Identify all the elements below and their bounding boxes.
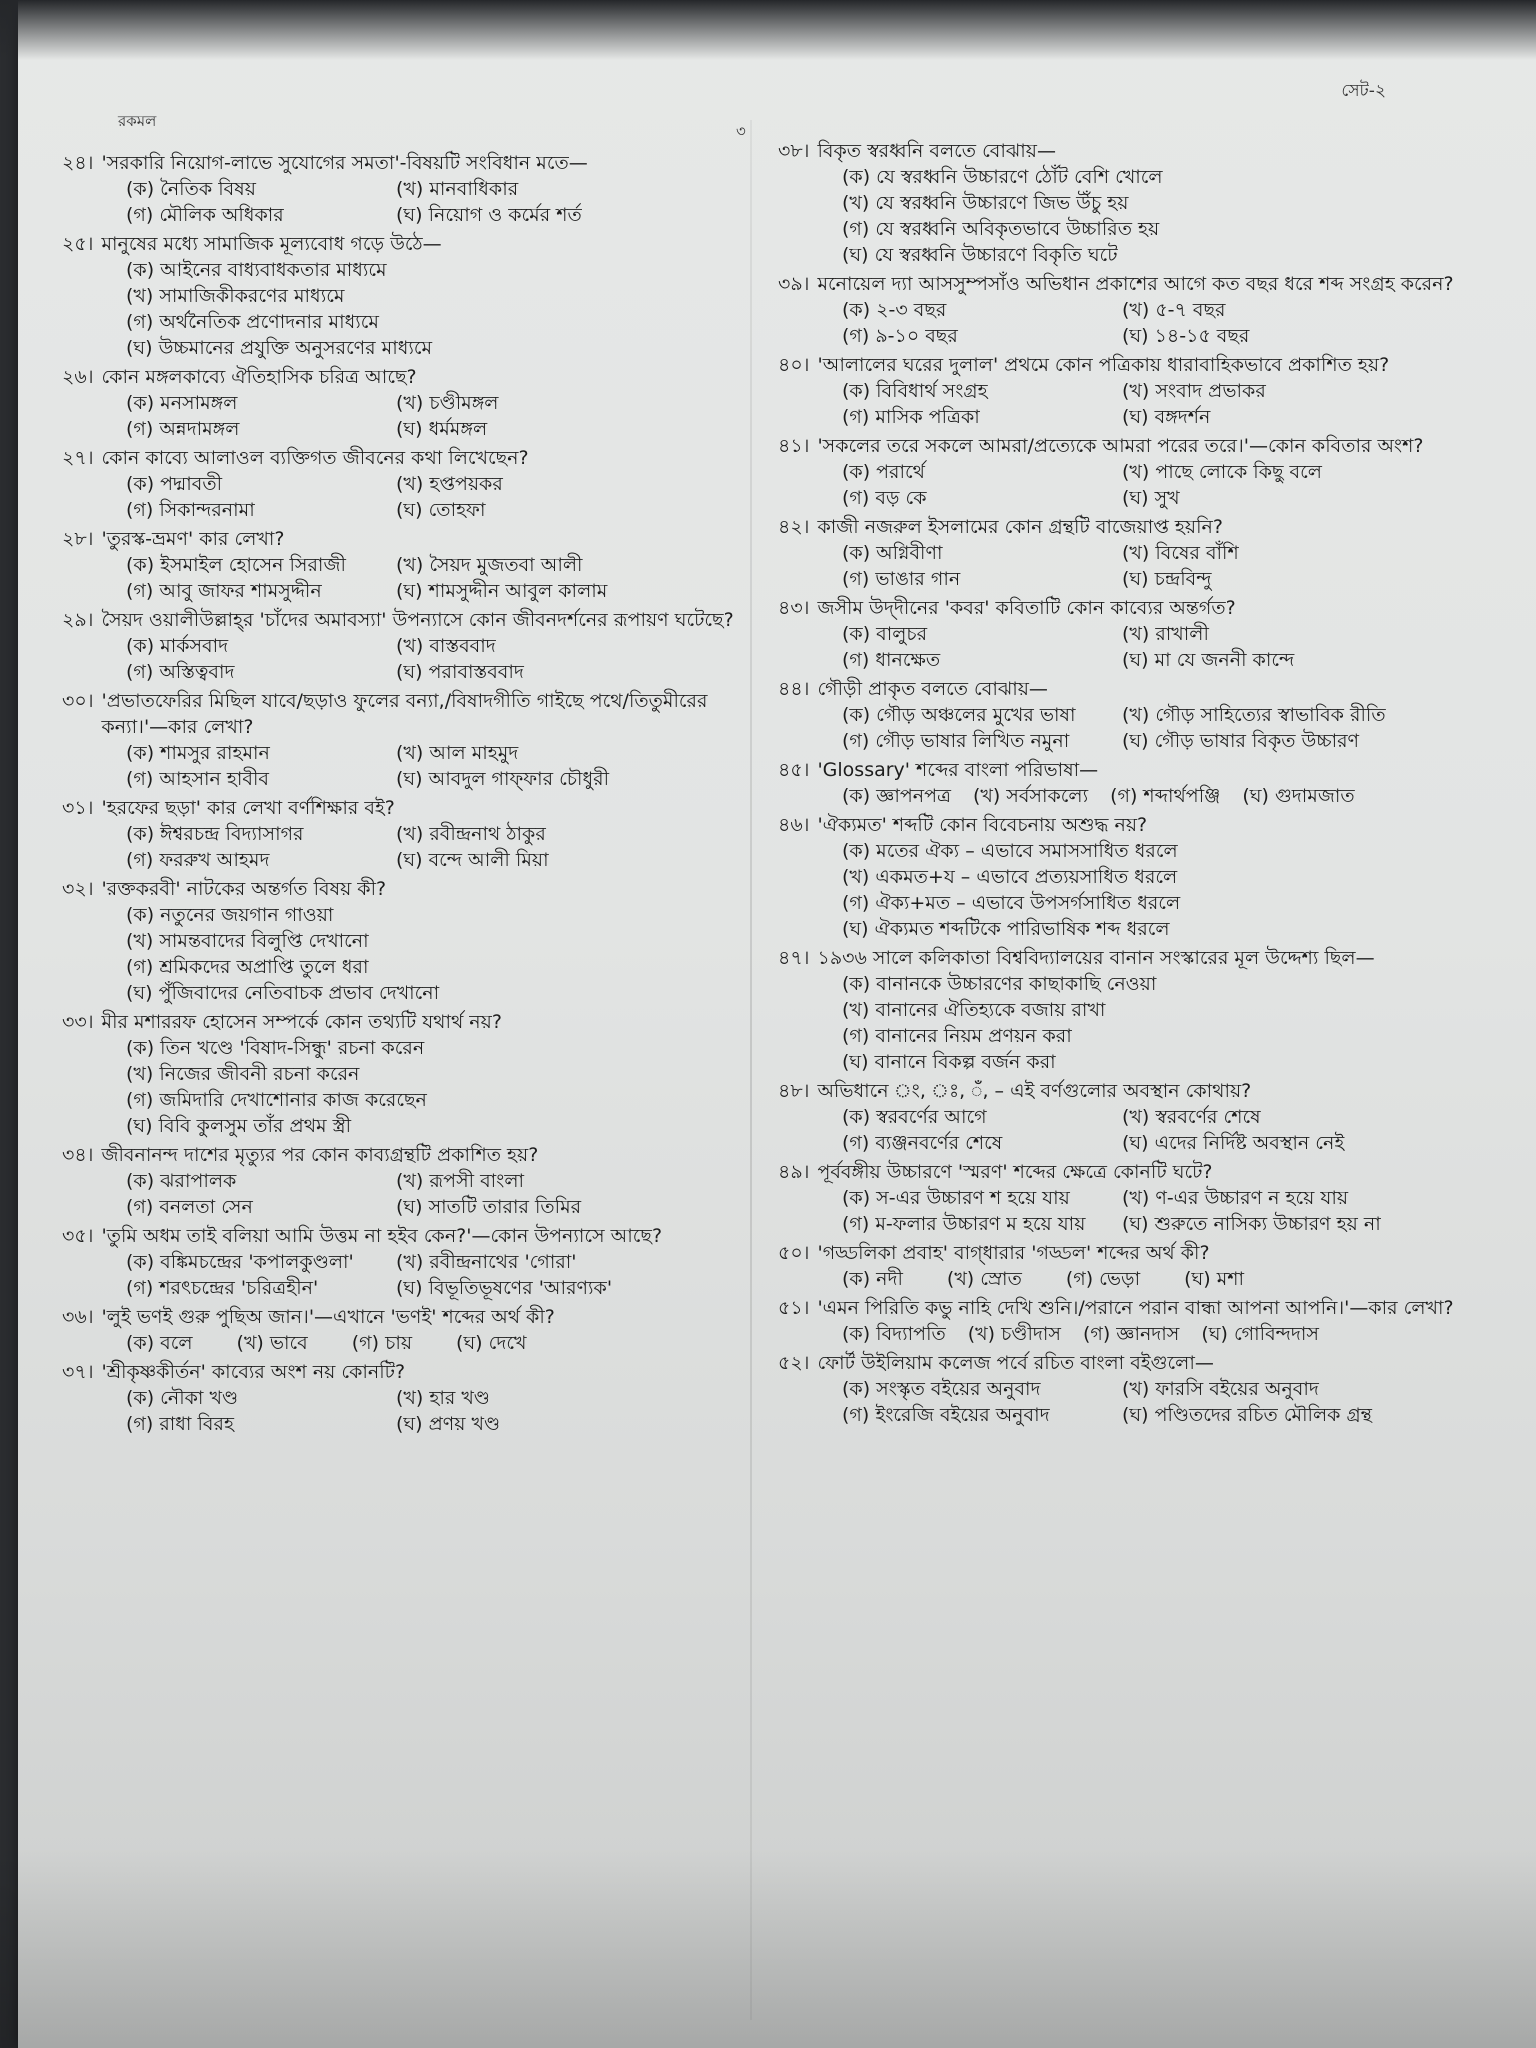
question-stem	[778, 1078, 1468, 1104]
question-block	[62, 445, 752, 523]
answer-option: (খ) স্বরবর্ণের শেষে	[1122, 1106, 1261, 1128]
options-group	[778, 459, 1468, 511]
answer-option: (খ) রূপসী বাংলা	[396, 1170, 525, 1192]
options-group	[62, 176, 752, 228]
answer-option: (গ) আবু জাফর শামসুদ্দীন	[126, 580, 322, 602]
answer-option: (খ) মানবাধিকার	[396, 178, 519, 200]
question-stem	[62, 526, 752, 552]
question-text: কাজী নজরুল ইসলামের কোন গ্রন্থটি বাজেয়াপ্ত হয়নি?	[817, 516, 1223, 538]
answer-option: (গ) ব্যঞ্জনবর্ণের শেষে	[842, 1132, 1003, 1154]
question-block	[778, 514, 1468, 592]
answer-option: (খ) নিজের জীবনী রচনা করেন	[126, 1063, 360, 1085]
question-text: কোন মঙ্গলকাব্যে ঐতিহাসিক চরিত্র আছে?	[101, 366, 417, 388]
answer-option: (গ) ৯-১০ বছর	[842, 325, 958, 347]
answer-option: (খ) পাছে লোকে কিছু বলে	[1122, 461, 1322, 483]
options-group	[778, 1266, 1468, 1292]
answer-option: (ক) বানানকে উচ্চারণের কাছাকাছি নেওয়া	[842, 973, 1157, 995]
answer-option: (ক) শামসুর রাহমান	[126, 742, 270, 764]
options-group	[778, 621, 1468, 673]
answer-option: (গ) মাসিক পত্রিকা	[842, 406, 980, 428]
answer-option: (খ) যে স্বরধ্বনি উচ্চারণে জিভ উঁচু হয়	[842, 192, 1129, 214]
answer-option: (ঘ) পরাবাস্তববাদ	[396, 661, 524, 683]
answer-option: (ক) নৌকা খণ্ড	[126, 1387, 239, 1409]
question-number: ৪২।	[778, 516, 810, 538]
answer-option: (ক) নতুনের জয়গান গাওয়া	[126, 904, 334, 926]
answer-option: (ঘ) গুদামজাত	[1242, 785, 1355, 807]
question-block	[62, 1359, 752, 1437]
answer-option: (ক) পরার্থে	[842, 461, 925, 483]
question-number: ২৫।	[62, 233, 94, 255]
question-text: 'তুমি অধম তাই বলিয়া আমি উত্তম না হইব কেন?'—কোন উপন্যাসে আছে?	[101, 1225, 663, 1247]
question-stem	[62, 150, 752, 176]
question-text: 'রক্তকরবী' নাটকের অন্তর্গত বিষয় কী?	[101, 878, 387, 900]
question-number: ২৮।	[62, 528, 94, 550]
right-column	[778, 138, 1468, 1431]
answer-option: (ক) সংস্কৃত বইয়ের অনুবাদ	[842, 1378, 1041, 1400]
options-group	[778, 1185, 1468, 1237]
question-number: ৩৪।	[62, 1144, 94, 1166]
question-stem	[62, 876, 752, 902]
question-block	[62, 364, 752, 442]
answer-option: (গ) ঐক্য+মত – এভাবে উপসর্গসাধিত ধরলে	[842, 892, 1181, 914]
question-block	[778, 1159, 1468, 1237]
answer-option: (ঘ) এদের নির্দিষ্ট অবস্থান নেই	[1122, 1132, 1345, 1154]
answer-option: (ঘ) তোহফা	[396, 499, 486, 521]
answer-option: (খ) ণ-এর উচ্চারণ ন হয়ে যায়	[1122, 1187, 1349, 1209]
answer-option: (গ) মৌলিক অধিকার	[126, 204, 284, 226]
answer-option: (ক) স্বরবর্ণের আগে	[842, 1106, 987, 1128]
answer-option: (ক) মার্কসবাদ	[126, 635, 229, 657]
answer-option: (ক) পদ্মাবতী	[126, 473, 223, 495]
answer-option: (ঘ) গৌড় ভাষার বিকৃত উচ্চারণ	[1122, 730, 1360, 752]
answer-option: (গ) অস্তিত্ববাদ	[126, 661, 235, 683]
answer-option: (ক) জ্ঞাপনপত্র	[842, 785, 951, 807]
question-block	[778, 595, 1468, 673]
question-stem	[778, 1240, 1468, 1266]
question-text: 'আলালের ঘরের দুলাল' প্রথমে কোন পত্রিকায় ধারাবাহিকভাবে প্রকাশিত হয়?	[817, 354, 1390, 376]
question-number: ৩১।	[62, 797, 94, 819]
answer-option: (গ) বনলতা সেন	[126, 1196, 253, 1218]
question-text: 'সরকারি নিয়োগ-লাভে সুযোগের সমতা'-বিষয়টি সংবিধান মতে—	[101, 152, 588, 174]
answer-option: (ক) ঈশ্বরচন্দ্র বিদ্যাসাগর	[126, 823, 304, 845]
answer-option: (খ) সামন্তবাদের বিলুপ্তি দেখানো	[126, 930, 369, 952]
question-text: 'লুই ভণই গুরু পুছিঅ জান।'—এখানে 'ভণই' শব্দের অর্থ কী?	[101, 1306, 555, 1328]
question-number: ৪১।	[778, 435, 810, 457]
answer-option: (ঘ) পণ্ডিতদের রচিত মৌলিক গ্রন্থ	[1122, 1404, 1372, 1426]
question-text: 'প্রভাতফেরির মিছিল যাবে/ছড়াও ফুলের বন্যা,/বিষাদগীতি গাইছে পথে/তিতুমীরের কন্যা।'—কার লেখা?	[101, 690, 708, 738]
question-number: ৩৭।	[62, 1361, 94, 1383]
question-text: 'হরফের ছড়া' কার লেখা বর্ণশিক্ষার বই?	[101, 797, 395, 819]
answer-option: (গ) ভেড়া	[1065, 1268, 1141, 1290]
question-text: ১৯৩৬ সালে কলিকাতা বিশ্ববিদ্যালয়ের বানান সংস্কারের মূল উদ্দেশ্য ছিল—	[817, 947, 1375, 969]
answer-option: (ঘ) শামসুদ্দীন আবুল কালাম	[396, 580, 608, 602]
answer-option: (ঘ) পুঁজিবাদের নেতিবাচক প্রভাব দেখানো	[126, 982, 440, 1004]
answer-option: (ক) মতের ঐক্য – এভাবে সমাসসাধিত ধরলে	[842, 840, 1178, 862]
answer-option: (ক) যে স্বরধ্বনি উচ্চারণে ঠোঁট বেশি খোলে	[842, 166, 1163, 188]
answer-option: (ক) ইসমাইল হোসেন সিরাজী	[126, 554, 346, 576]
question-number: ৫০।	[778, 1242, 810, 1264]
answer-option: (ঘ) সুখ	[1122, 487, 1180, 509]
options-group	[62, 471, 752, 523]
question-block	[778, 271, 1468, 349]
answer-option: (ঘ) নিয়োগ ও কর্মের শর্ত	[396, 204, 582, 226]
answer-option: (গ) গৌড় ভাষার লিখিত নমুনা	[842, 730, 1070, 752]
answer-option: (গ) অন্নদামঙ্গল	[126, 418, 240, 440]
question-text: পূর্ববঙ্গীয় উচ্চারণে 'স্মরণ' শব্দের ক্ষেত্রে কোনটি ঘটে?	[817, 1161, 1213, 1183]
question-number: ২৪।	[62, 152, 94, 174]
answer-option: (ঘ) উচ্চমানের প্রযুক্তি অনুসরণের মাধ্যমে	[126, 337, 433, 359]
question-stem	[62, 1142, 752, 1168]
question-block	[62, 1142, 752, 1220]
options-group	[778, 540, 1468, 592]
question-stem	[778, 757, 1468, 783]
answer-option: (গ) শরৎচন্দ্রের 'চরিত্রহীন'	[126, 1277, 319, 1299]
question-text: 'শ্রীকৃষ্ণকীর্তন' কাব্যের অংশ নয় কোনটি?	[101, 1361, 406, 1383]
answer-option: (গ) ভাঙার গান	[842, 568, 961, 590]
question-stem	[778, 1295, 1468, 1321]
answer-option: (খ) বাস্তববাদ	[396, 635, 496, 657]
question-stem	[62, 1223, 752, 1249]
answer-option: (গ) ম-ফলার উচ্চারণ ম হয়ে যায়	[842, 1213, 1086, 1235]
question-text: 'গড্ডলিকা প্রবাহ' বাগ্‌ধারার 'গড্ডল' শব্দের অর্থ কী?	[817, 1242, 1210, 1264]
answer-option: (ক) বিদ্যাপতি	[842, 1323, 946, 1345]
answer-option: (খ) সৈয়দ মুজতবা আলী	[396, 554, 583, 576]
answer-option: (গ) শ্রমিকদের অপ্রাপ্তি তুলে ধরা	[126, 956, 369, 978]
question-block	[62, 876, 752, 1006]
page-number: ৩	[736, 122, 746, 140]
answer-option: (ক) আইনের বাধ্যবাধকতার মাধ্যমে	[126, 259, 387, 281]
question-stem	[62, 231, 752, 257]
answer-option: (গ) শব্দার্থপঞ্জি	[1110, 785, 1221, 807]
options-group	[62, 1330, 752, 1356]
answer-option: (ঘ) সাতটি তারার তিমির	[396, 1196, 582, 1218]
answer-option: (খ) বিষের বাঁশি	[1122, 542, 1239, 564]
question-stem	[778, 271, 1468, 297]
options-group	[778, 164, 1468, 268]
answer-option: (ঘ) যে স্বরধ্বনি উচ্চারণে বিকৃতি ঘটে	[842, 244, 1118, 266]
question-stem	[778, 138, 1468, 164]
answer-option: (গ) সিকান্দরনামা	[126, 499, 255, 521]
answer-option: (খ) সংবাদ প্রভাকর	[1122, 380, 1266, 402]
answer-option: (ঘ) মা যে জননী কান্দে	[1122, 649, 1295, 671]
options-group	[62, 390, 752, 442]
question-stem	[62, 1304, 752, 1330]
question-stem	[62, 1359, 752, 1385]
answer-option: (গ) ফররুখ আহমদ	[126, 849, 270, 871]
options-group	[778, 1104, 1468, 1156]
question-number: ৩৯।	[778, 273, 810, 295]
answer-option: (খ) হার খণ্ড	[396, 1387, 490, 1409]
answer-option: (গ) রাধা বিরহ	[126, 1413, 234, 1435]
answer-option: (ঘ) শুরুতে নাসিক্য উচ্চারণ হয় না	[1122, 1213, 1381, 1235]
answer-option: (ঘ) বিভূতিভূষণের 'আরণ্যক'	[396, 1277, 613, 1299]
options-group	[778, 702, 1468, 754]
question-number: ৩৬।	[62, 1306, 94, 1328]
answer-option: (খ) গৌড় সাহিত্যের স্বাভাবিক রীতি	[1122, 704, 1386, 726]
question-stem	[778, 945, 1468, 971]
answer-option: (ঘ) ধর্মমঙ্গল	[396, 418, 488, 440]
question-text: জীবনানন্দ দাশের মৃত্যুর পর কোন কাব্যগ্রন্থটি প্রকাশিত হয়?	[101, 1144, 539, 1166]
question-block	[62, 231, 752, 361]
question-number: ৪৫।	[778, 759, 810, 781]
answer-option: (ক) বিবিধার্থ সংগ্রহ	[842, 380, 988, 402]
options-group	[778, 783, 1468, 809]
answer-option: (খ) রাখালী	[1122, 623, 1209, 645]
answer-option: (ক) তিন খণ্ডে 'বিষাদ-সিন্ধু' রচনা করেন	[126, 1037, 425, 1059]
question-number: ৩০।	[62, 690, 94, 712]
answer-option: (ঘ) বিবি কুলসুম তাঁর প্রথম স্ত্রী	[126, 1115, 352, 1137]
answer-option: (খ) বানানের ঐতিহ্যকে বজায় রাখা	[842, 999, 1106, 1021]
answer-option: (গ) যে স্বরধ্বনি অবিকৃতভাবে উচ্চারিত হয়	[842, 218, 1160, 240]
question-block	[62, 1304, 752, 1356]
answer-option: (খ) ভাবে	[236, 1332, 308, 1354]
question-block	[778, 945, 1468, 1075]
question-number: ২৬।	[62, 366, 94, 388]
left-column	[62, 150, 752, 1440]
question-stem	[778, 812, 1468, 838]
answer-option: (ঘ) বানানে বিকল্প বর্জন করা	[842, 1051, 1056, 1073]
answer-option: (গ) বড় কে	[842, 487, 927, 509]
question-number: ৪৮।	[778, 1080, 810, 1102]
question-stem	[778, 1159, 1468, 1185]
answer-option: (খ) স্রোত	[946, 1268, 1022, 1290]
question-number: ৫২।	[778, 1352, 810, 1374]
answer-option: (খ) চণ্ডীদাস	[967, 1323, 1061, 1345]
answer-option: (ঘ) ১৪-১৫ বছর	[1122, 325, 1250, 347]
question-stem	[62, 445, 752, 471]
answer-option: (খ) সামাজিকীকরণের মাধ্যমে	[126, 285, 345, 307]
question-block	[778, 352, 1468, 430]
options-group	[62, 1168, 752, 1220]
question-stem	[778, 676, 1468, 702]
answer-option: (খ) ৫-৭ বছর	[1122, 299, 1226, 321]
options-group	[778, 1321, 1468, 1347]
set-label: সেট-২	[1341, 81, 1386, 101]
question-text: 'এমন পিরিতি কভু নাহি দেখি শুনি।/পরানে পরান বান্ধা আপনা আপনি।'—কার লেখা?	[817, 1297, 1454, 1319]
question-text: গৌড়ী প্রাকৃত বলতে বোঝায়—	[817, 678, 1048, 700]
answer-option: (ক) নদী	[842, 1268, 903, 1290]
answer-option: (গ) ধানক্ষেত	[842, 649, 941, 671]
answer-option: (ক) নৈতিক বিষয়	[126, 178, 256, 200]
question-number: ৫১।	[778, 1297, 810, 1319]
answer-option: (গ) বানানের নিয়ম প্রণয়ন করা	[842, 1025, 1072, 1047]
question-stem	[778, 1350, 1468, 1376]
options-group	[778, 378, 1468, 430]
answer-option: (খ) একমত+য – এভাবে প্রত্যয়সাধিত ধরলে	[842, 866, 1178, 888]
answer-option: (খ) চণ্ডীমঙ্গল	[396, 392, 499, 414]
question-block	[62, 150, 752, 228]
answer-option: (ক) ২-৩ বছর	[842, 299, 947, 321]
question-stem	[62, 1009, 752, 1035]
question-block	[778, 812, 1468, 942]
question-block	[778, 138, 1468, 268]
answer-option: (খ) রবীন্দ্রনাথ ঠাকুর	[396, 823, 546, 845]
answer-option: (ক) মনসামঙ্গল	[126, 392, 238, 414]
question-block	[62, 795, 752, 873]
question-block	[778, 433, 1468, 511]
question-stem	[778, 352, 1468, 378]
question-number: ২৭।	[62, 447, 94, 469]
answer-option: (ক) স-এর উচ্চারণ শ হয়ে যায়	[842, 1187, 1070, 1209]
answer-option: (খ) আল মাহমুদ	[396, 742, 519, 764]
question-text: কোন কাব্যে আলাওল ব্যক্তিগত জীবনের কথা লিখেছেন?	[101, 447, 529, 469]
answer-option: (ক) গৌড় অঞ্চলের মুখের ভাষা	[842, 704, 1076, 726]
question-block	[778, 1078, 1468, 1156]
question-number: ৪৭।	[778, 947, 810, 969]
question-number: ৪৯।	[778, 1161, 810, 1183]
question-block	[778, 1240, 1468, 1292]
answer-option: (গ) অর্থনৈতিক প্রণোদনার মাধ্যমে	[126, 311, 379, 333]
question-text: বিকৃত স্বরধ্বনি বলতে বোঝায়—	[817, 140, 1056, 162]
options-group	[62, 740, 752, 792]
options-group	[62, 552, 752, 604]
answer-option: (ক) অগ্নিবীণা	[842, 542, 943, 564]
question-text: মনোয়েল দ্যা আসসুম্পসাঁও অভিধান প্রকাশের আগে কত বছর ধরে শব্দ সংগ্রহ করেন?	[817, 273, 1454, 295]
question-number: ৪৪।	[778, 678, 810, 700]
question-stem	[62, 795, 752, 821]
answer-option: (গ) জমিদারি দেখাশোনার কাজ করেছেন	[126, 1089, 427, 1111]
question-block	[778, 676, 1468, 754]
answer-option: (ঘ) গোবিন্দদাস	[1201, 1323, 1319, 1345]
question-text: 'ঐক্যমত' শব্দটি কোন বিবেচনায় অশুদ্ধ নয়?	[817, 814, 1148, 836]
options-group	[62, 1385, 752, 1437]
question-block	[62, 1009, 752, 1139]
options-group	[62, 633, 752, 685]
question-block	[778, 1295, 1468, 1347]
question-block	[778, 1350, 1468, 1428]
publisher-label: রকমল	[118, 112, 157, 130]
question-text: 'Glossary' শব্দের বাংলা পরিভাষা—	[817, 759, 1099, 781]
question-block	[62, 526, 752, 604]
question-text: 'সকলের তরে সকলে আমরা/প্রত্যেকে আমরা পরের তরে।'—কোন কবিতার অংশ?	[817, 435, 1424, 457]
answer-option: (ঘ) মশা	[1184, 1268, 1244, 1290]
question-stem	[62, 364, 752, 390]
question-number: ৩২।	[62, 878, 94, 900]
question-text: মানুষের মধ্যে সামাজিক মূল্যবোধ গড়ে উঠে—	[101, 233, 442, 255]
answer-option: (খ) হপ্তপয়কর	[396, 473, 503, 495]
answer-option: (ক) বালুচর	[842, 623, 928, 645]
answer-option: (ঘ) বন্দে আলী মিয়া	[396, 849, 549, 871]
question-stem	[778, 433, 1468, 459]
question-block	[62, 1223, 752, 1301]
question-text: অভিধানে ং, ঃ, ँ, – এই বর্ণগুলোর অবস্থান কোথায়?	[817, 1080, 1252, 1102]
question-block	[62, 607, 752, 685]
options-group	[778, 1376, 1468, 1428]
background-top	[0, 0, 1536, 60]
options-group	[62, 1249, 752, 1301]
question-stem	[778, 514, 1468, 540]
question-block	[778, 757, 1468, 809]
question-number: ৩৩।	[62, 1011, 94, 1033]
question-number: ৩৫।	[62, 1225, 94, 1247]
options-group	[778, 838, 1468, 942]
question-block	[62, 688, 752, 792]
answer-option: (গ) জ্ঞানদাস	[1082, 1323, 1180, 1345]
question-text: মীর মশাররফ হোসেন সম্পর্কে কোন তথ্যটি যথার্থ নয়?	[101, 1011, 502, 1033]
options-group	[778, 297, 1468, 349]
question-number: ৪৬।	[778, 814, 810, 836]
options-group	[62, 1035, 752, 1139]
options-group	[778, 971, 1468, 1075]
options-group	[62, 902, 752, 1006]
answer-option: (গ) ইংরেজি বইয়ের অনুবাদ	[842, 1404, 1050, 1426]
answer-option: (খ) সর্বসাকল্যে	[972, 785, 1089, 807]
answer-option: (গ) আহসান হাবীব	[126, 768, 269, 790]
answer-option: (ঘ) বঙ্গদর্শন	[1122, 406, 1211, 428]
question-stem	[778, 595, 1468, 621]
question-number: ৪৩।	[778, 597, 810, 619]
answer-option: (ক) ঝরাপালক	[126, 1170, 237, 1192]
answer-option: (ঘ) আবদুল গাফ্‌ফার চৌধুরী	[396, 768, 610, 790]
question-text: জসীম উদ্‌দীনের 'কবর' কবিতাটি কোন কাব্যের অন্তর্গত?	[817, 597, 1236, 619]
question-stem	[62, 688, 752, 740]
options-group	[62, 821, 752, 873]
answer-option: (খ) ফারসি বইয়ের অনুবাদ	[1122, 1378, 1319, 1400]
options-group	[62, 257, 752, 361]
question-number: ২৯।	[62, 609, 94, 631]
question-text: ফোর্ট উইলিয়াম কলেজ পর্বে রচিত বাংলা বইগুলো—	[817, 1352, 1214, 1374]
question-text: সৈয়দ ওয়ালীউল্লাহ্‌র 'চাঁদের অমাবস্যা' উপন্যাসে কোন জীবনদর্শনের রূপায়ণ ঘটেছে?	[101, 609, 734, 631]
answer-option: (ঘ) দেখে	[456, 1332, 527, 1354]
answer-option: (গ) চায়	[351, 1332, 413, 1354]
answer-option: (ঘ) প্রণয় খণ্ড	[396, 1413, 501, 1435]
answer-option: (ক) বলে	[126, 1332, 193, 1354]
answer-option: (ঘ) চন্দ্রবিন্দু	[1122, 568, 1212, 590]
answer-option: (ক) বঙ্কিমচন্দ্রের 'কপালকুণ্ডলা'	[126, 1251, 354, 1273]
question-number: ৪০।	[778, 354, 810, 376]
answer-option: (ঘ) ঐক্যমত শব্দটিকে পারিভাষিক শব্দ ধরলে	[842, 918, 1170, 940]
question-number: ৩৮।	[778, 140, 810, 162]
answer-option: (খ) রবীন্দ্রনাথের 'গোরা'	[396, 1251, 577, 1273]
question-text: 'তুরস্ক-ভ্রমণ' কার লেখা?	[101, 528, 285, 550]
question-stem	[62, 607, 752, 633]
